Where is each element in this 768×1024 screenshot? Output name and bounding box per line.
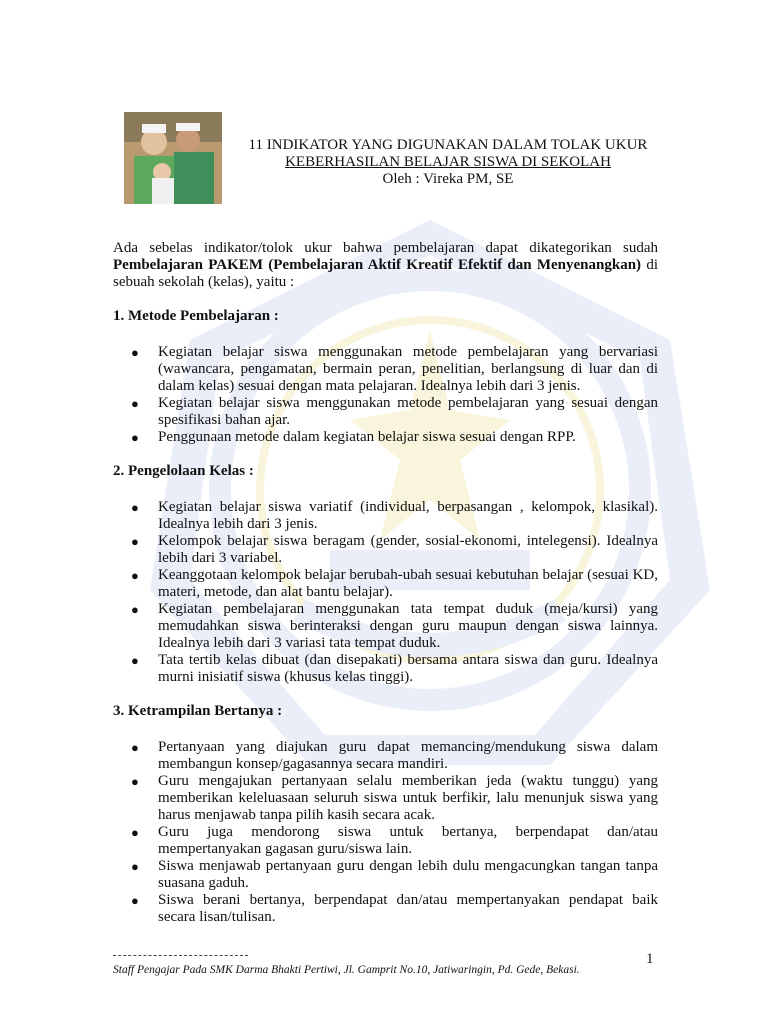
list-item: ● Keanggotaan kelompok belajar berubah-ubah sesuai kebutuhan belajar (sesuai KD, materi, metode, dan alat bantu belajar).	[131, 567, 658, 600]
list-item: ● Kegiatan pembelajaran menggunakan tata tempat duduk (meja/kursi) yang memudahkan siswa berinteraksi dengan guru maupun dengan siswa lainnya. Idealnya lebih dari 3 variasi tata tempat duduk.	[131, 601, 658, 651]
bullet-icon: ●	[131, 534, 139, 549]
bullet-icon: ●	[131, 568, 139, 583]
bullet-icon: ●	[131, 774, 139, 789]
document-author: Oleh : Vireka PM, SE	[382, 171, 514, 187]
list-item: ● Kelompok belajar siswa beragam (gender, sosial-ekonomi, intelegensi). Idealnya lebih dari 3 variabel.	[131, 533, 658, 566]
intro-text-after: di	[641, 257, 658, 273]
section-heading: 3. Ketrampilan Bertanya :	[113, 703, 283, 719]
bullet-icon: ●	[131, 653, 139, 668]
document-subtitle: KEBERHASILAN BELAJAR SISWA DI SEKOLAH	[285, 154, 611, 170]
list-item: ● Guru juga mendorong siswa untuk bertanya, berpendapat dan/atau mempertanyakan gagasan guru/siswa lain.	[131, 824, 658, 857]
list-item: ● Kegiatan belajar siswa menggunakan metode pembelajaran yang sesuai dengan spesifikasi bahan ajar.	[131, 395, 658, 428]
list-item: ● Kegiatan belajar siswa menggunakan metode pembelajaran yang bervariasi (wawancara, pengamatan, bermain peran, penelitian, berlangsung di luar dan di dalam kelas) sesuai dengan mata pelajaran. Idealnya lebih dari 3 jenis.	[131, 344, 658, 394]
bullet-icon: ●	[131, 893, 139, 908]
list-item: ● Tata tertib kelas dibuat (dan disepakati) bersama antara siswa dan guru. Idealnya murni inisiatif siswa (khusus kelas tinggi).	[131, 652, 658, 685]
bullet-list	[113, 739, 658, 926]
document-title: 11 INDIKATOR YANG DIGUNAKAN DALAM TOLAK UKUR	[248, 137, 648, 153]
page-number: 1	[646, 951, 654, 967]
list-item: ● Siswa menjawab pertanyaan guru dengan lebih dulu mengacungkan tangan tanpa suasana gaduh.	[131, 858, 658, 891]
footer-divider	[113, 955, 248, 956]
bullet-icon: ●	[131, 602, 139, 617]
list-item: ● Pertanyaan yang diajukan guru dapat memancing/mendukung siswa dalam membangun konsep/gagasannya secara mandiri.	[131, 739, 658, 772]
list-item: ● Siswa berani bertanya, berpendapat dan/atau mempertanyakan pendapat baik secara lisan/tulisan.	[131, 892, 658, 925]
intro-bold-text: Pembelajaran PAKEM (Pembelajaran Aktif Kreatif Efektif dan Menyenangkan)	[113, 257, 642, 273]
bullet-list	[113, 499, 658, 686]
list-item: ● Penggunaan metode dalam kegiatan belajar siswa sesuai dengan RPP.	[131, 429, 576, 445]
document-header	[232, 137, 664, 188]
section-heading: 2. Pengelolaan Kelas :	[113, 463, 254, 479]
bullet-icon: ●	[131, 345, 139, 360]
bullet-list	[113, 344, 658, 446]
bullet-icon: ●	[131, 740, 139, 755]
bullet-icon: ●	[131, 825, 139, 840]
document-body	[113, 240, 658, 926]
bullet-icon: ●	[131, 430, 139, 445]
list-item: ● Kegiatan belajar siswa variatif (individual, berpasangan , kelompok, klasikal). Idealnya lebih dari 3 jenis.	[131, 499, 658, 532]
intro-last-line: sebuah sekolah (kelas), yaitu :	[113, 274, 295, 290]
section-heading: 1. Metode Pembelajaran :	[113, 308, 279, 324]
bullet-icon: ●	[131, 396, 139, 411]
bullet-icon: ●	[131, 500, 139, 515]
intro-paragraph	[113, 240, 658, 291]
author-photo	[124, 112, 222, 204]
bullet-icon: ●	[131, 859, 139, 874]
intro-text: Ada sebelas indikator/tolok ukur bahwa pembelajaran dapat dikategorikan sudah	[113, 240, 658, 256]
list-item: ● Guru mengajukan pertanyaan selalu memberikan jeda (waktu tunggu) yang memberikan keleluasaan seluruh siswa untuk berfikir, lalu menunjuk siswa yang harus menjawab tanpa pilih kasih secara acak.	[131, 773, 658, 823]
footer-text: Staff Pengajar Pada SMK Darma Bhakti Pertiwi, Jl. Gamprit No.10, Jatiwaringin, Pd. Gede, Bekasi.	[113, 964, 580, 976]
